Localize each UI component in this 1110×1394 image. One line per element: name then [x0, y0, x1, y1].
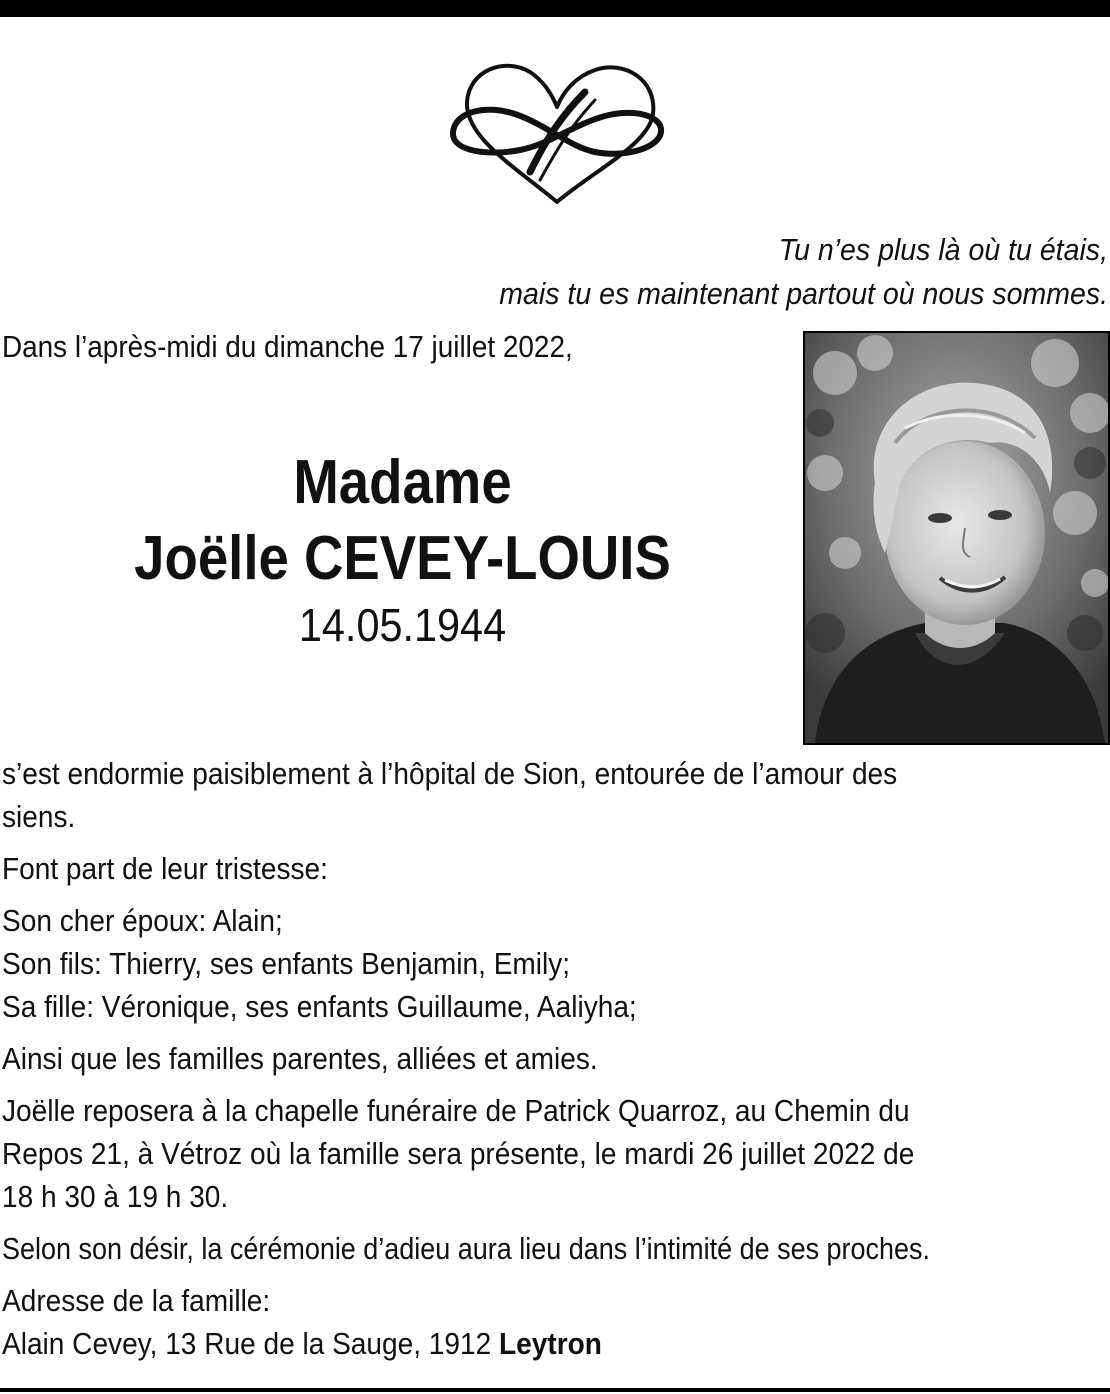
ceremony-paragraph: [2, 1227, 1108, 1270]
top-rule: [0, 0, 1110, 17]
deceased-name: Joëlle CEVEY-LOUIS: [134, 524, 671, 593]
viewing-line: 18 h 30 à 19 h 30.: [2, 1179, 229, 1214]
passing-line: siens.: [2, 799, 76, 834]
infinity-heart-icon: [445, 52, 670, 212]
family-member: Son cher époux: Alain;: [2, 903, 283, 938]
address-paragraph: [2, 1279, 1108, 1365]
quote-line: mais tu es maintenant partout où nous sommes.: [499, 276, 1109, 311]
portrait-photo: [803, 331, 1110, 745]
epitaph-quote: [409, 228, 1108, 316]
bottom-rule: [0, 1388, 1110, 1392]
intro-text: Dans l’après-midi du dimanche 17 juillet 2022,: [2, 329, 573, 364]
sorrow-paragraph: [2, 847, 1108, 890]
sorrow-text: Font part de leur tristesse:: [2, 851, 328, 886]
address-label: Adresse de la famille:: [2, 1283, 271, 1318]
family-list: [2, 899, 1108, 1028]
birth-date: 14.05.1944: [298, 599, 507, 651]
passing-line: s’est endormie paisiblement à l’hôpital de Sion, entourée de l’amour des: [2, 756, 898, 791]
name-block: [0, 445, 805, 653]
family-member: Sa fille: Véronique, ses enfants Guillaume, Aaliyha;: [2, 989, 637, 1024]
notice-body: [2, 752, 1108, 1374]
viewing-paragraph: [2, 1089, 1108, 1218]
viewing-line: Repos 21, à Vétroz où la famille sera présente, le mardi 26 juillet 2022 de: [2, 1136, 915, 1171]
address-line: [2, 1322, 602, 1365]
ceremony-text: Selon son désir, la cérémonie d’adieu aura lieu dans l’intimité de ses proches.: [2, 1231, 931, 1266]
relatives-paragraph: [2, 1037, 1108, 1080]
address-street: Alain Cevey, 13 Rue de la Sauge, 1912: [2, 1326, 500, 1361]
passing-paragraph: [2, 752, 1108, 838]
honorific: Madame: [293, 448, 512, 517]
viewing-line: Joëlle reposera à la chapelle funéraire de Patrick Quarroz, au Chemin du: [2, 1093, 910, 1128]
quote-line: Tu n’es plus là où tu étais,: [778, 232, 1108, 267]
relatives-text: Ainsi que les familles parentes, alliées et amies.: [2, 1041, 598, 1076]
family-member: Son fils: Thierry, ses enfants Benjamin, Emily;: [2, 946, 571, 981]
address-town: Leytron: [499, 1326, 602, 1361]
